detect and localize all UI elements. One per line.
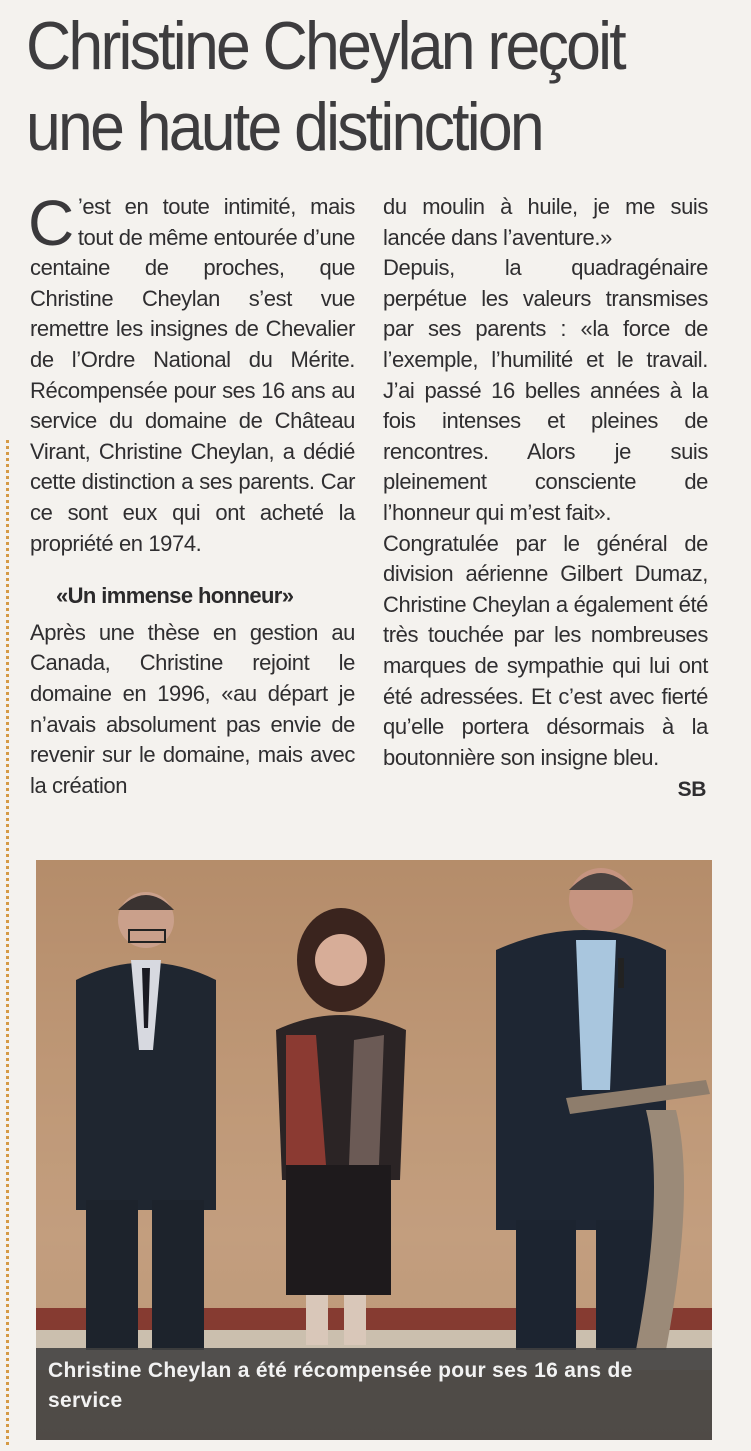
photo-caption: Christine Cheylan a été récompensée pour ses 16 ans de service <box>36 1348 712 1440</box>
paragraph-3: Depuis, la quadragénaire perpétue les valeurs transmises par ses parents : «la force de l’exemple, l’humilité et le travail. J’ai passé 16 belles années à la fois intenses et pleines de rencontres. Alors je suis pleinement consciente de l’honneur qui m’est fait». <box>383 255 708 525</box>
paragraph-4: Congratulée par le général de division aérienne Gilbert Dumaz, Christine Cheylan a également été très touchée par les nombreuses marques de sympathie qui lui ont été adressées. Et c’est avec fierté qu’elle portera désormais à la boutonnière son insigne bleu. <box>383 530 708 770</box>
lead-paragraph <box>28 187 355 559</box>
article-column-2 <box>383 192 708 806</box>
article-photo <box>36 860 712 1440</box>
lead-paragraph-text: ’est en toute intimité, mais tout de même entourée d’une centaine de proches, que Christine Cheylan s’est vue remettre les insignes de Chevalier de l’Ordre National du Mérite. Récompensée pour ses 16 ans au service du domaine de Château Virant, Christine Cheylan, a dédié cette distinction a ses parents. Car ce sont eux qui ont acheté la propriété en 1974. <box>30 194 355 556</box>
author-signature: SB <box>677 778 706 802</box>
margin-dotted-rule <box>6 440 9 1445</box>
drop-cap: C <box>28 187 74 259</box>
paragraph-2-start: Après une thèse en gestion au Canada, Christine rejoint le domaine en 1996, «au départ je n’avais absolument pas envie de revenir sur le domaine, mais avec la création <box>30 619 355 798</box>
paragraph-2-end: du moulin à huile, je me suis lancée dans l’aventure.» <box>383 194 708 250</box>
article-headline: Christine Cheylan reçoit une haute distinction <box>26 8 624 165</box>
article-subhead: «Un immense honneur» <box>56 583 294 609</box>
article-column-1 <box>28 187 355 801</box>
